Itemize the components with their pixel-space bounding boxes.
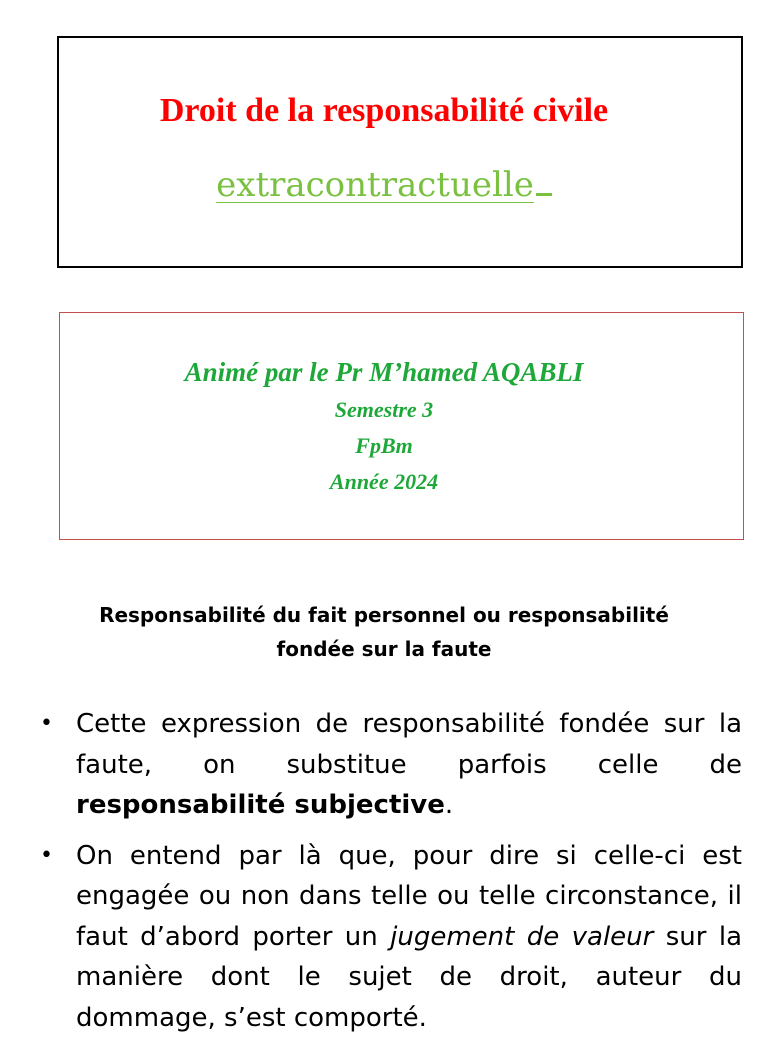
bullet-bold-text: responsabilité subjective [76,790,445,820]
faculty-line: FpBm [355,433,413,458]
subtitle-text: extracontractuelle [216,165,534,205]
year-line: Année 2024 [329,469,439,494]
section-heading-line1: Responsabilité du fait personnel ou responsabilité [99,603,669,627]
list-item [40,704,742,826]
list-item [40,836,742,1039]
bullet-dot-icon: • [40,711,53,736]
section-heading-line2: fondée sur la faute [276,637,492,661]
info-box [59,312,744,540]
bullet-dot-icon: • [40,842,53,868]
bullet-text: On entend par là que, pour dire si celle-ci est engagée ou non dans telle ou telle circonstance, il faut d’abord porter un [76,840,742,952]
bullet-italic-text: jugement de valeur [390,921,654,952]
section-heading [50,598,718,666]
underline-dash [536,193,552,196]
bullet-text-end: sur la manière dont le sujet de droit, auteur du dommage, s’est comporté. [76,921,743,1033]
bullet-text-end: . [444,790,454,820]
bullet-text: Cette expression de responsabilité fondée sur la faute, on substitue parfois celle de [76,709,742,780]
title-box [57,36,743,268]
semester-line: Semestre 3 [334,397,434,422]
presenter-line: Animé par le Pr M’hamed AQABLI [184,357,584,387]
bullet-list [40,704,742,1048]
document-title: Droit de la responsabilité civile [159,92,609,129]
document-subtitle [0,165,768,205]
